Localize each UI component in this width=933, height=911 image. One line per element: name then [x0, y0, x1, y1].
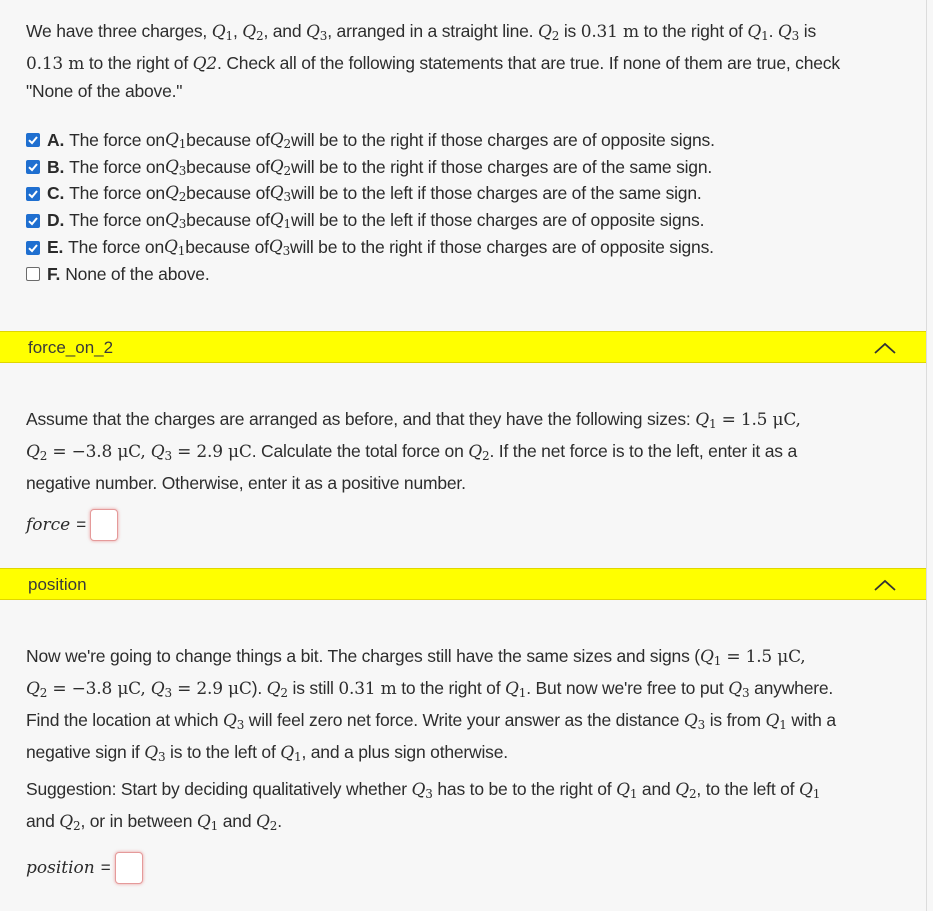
chevron-up-icon[interactable]	[872, 576, 898, 594]
section3-text: Now we're going to change things a bit. The charges still have the same sizes and signs ($Q_1 = 1.5$ μC, $Q_2 = -3.8$ μC, $Q_3 = 2.9$ μC). $Q_2$ is still 0.31 m to the right of $Q_1$. But now we're free to put $Q_3$ anywhere. Find the location at which $Q_3$ will feel zero net force. Write your answer as the distance $Q_3$ is from $Q_1$ with a negative sign if $Q_3$ is to the left of $Q_1$, and a plus sign otherwise.	[26, 646, 836, 764]
section2-text: Assume that the charges are arranged as before, and that they have the following sizes: $Q_1 = 1.5$ μC, $Q_2 = -3.8$ μC, $Q_3 = 2.9$ μC. Calculate the total force on $Q_2$. If the net force is to the left, enter it as a negative number. Otherwise, enter it as a positive number.	[26, 409, 801, 493]
section-title: position	[28, 575, 87, 594]
suggestion-text: Suggestion: Start by deciding qualitatively whether $Q_3$ has to be to the right of $Q_1$ and $Q_2$, to the left of $Q_1$ and $Q_2$, or in between $Q_1$ and $Q_2$.	[26, 779, 821, 833]
choice-e[interactable]: E. The force on $Q_1$ because of $Q_3$ will be to the right if those charges are of opposite signs.	[26, 234, 715, 261]
section-header-position[interactable]	[0, 568, 926, 600]
checkbox-checked-icon[interactable]	[26, 133, 40, 147]
checkbox-checked-icon[interactable]	[26, 187, 40, 201]
force-input[interactable]	[90, 509, 118, 541]
choice-c[interactable]: C. The force on $Q_2$ because of $Q_3$ will be to the left if those charges are of the same sign.	[26, 181, 715, 208]
choice-d[interactable]: D. The force on $Q_3$ because of $Q_1$ will be to the left if those charges are of opposite signs.	[26, 207, 715, 234]
choice-list	[26, 127, 715, 288]
checkbox-checked-icon[interactable]	[26, 160, 40, 174]
checkbox-unchecked-icon[interactable]	[26, 267, 40, 281]
checkbox-checked-icon[interactable]	[26, 214, 40, 228]
choice-f[interactable]: F. None of the above.	[26, 261, 715, 288]
position-input[interactable]	[115, 852, 143, 884]
checkbox-checked-icon[interactable]	[26, 241, 40, 255]
choice-b[interactable]: B. The force on $Q_3$ because of $Q_2$ will be to the right if those charges are of the same sign.	[26, 154, 715, 181]
force-answer: force =	[26, 509, 118, 541]
question-intro: We have three charges, $Q_1$, $Q_2$, and $Q_3$, arranged in a straight line. $Q_2$ is 0.31 m to the right of $Q_1$. $Q_3$ is 0.13 m to the right of Q2. Check all of the following statements that are true. If none of them are true, check "None of the above."	[26, 21, 840, 101]
position-answer: position =	[26, 852, 143, 884]
choice-a[interactable]: A. The force on $Q_1$ because of $Q_2$ will be to the right if those charges are of opposite signs.	[26, 127, 715, 154]
section-title: force_on_2	[28, 338, 114, 357]
section-header-force-on-2[interactable]	[0, 331, 926, 363]
chevron-up-icon[interactable]	[872, 339, 898, 357]
